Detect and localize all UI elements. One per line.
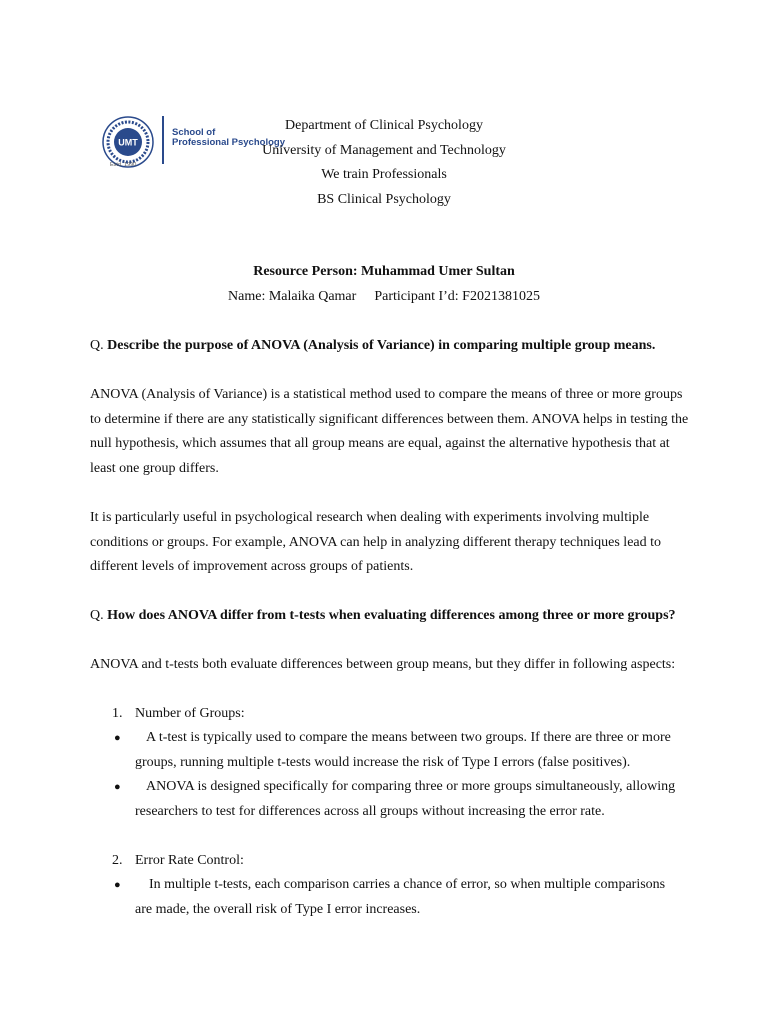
list-item-1-title: Number of Groups: xyxy=(135,706,245,721)
bullet-icon: ● xyxy=(114,732,121,744)
participant-id: Participant I’d: F2021381025 xyxy=(374,288,540,304)
motto-line: We train Professionals xyxy=(321,167,447,182)
answer-1-paragraph-1: ANOVA (Analysis of Variance) is a statistical method used to compare the means of three or more groups to determine if there are any statistically significant differences between them. ANOVA helps in testing the null hypothesis, which assumes that all group means are equal, against the alternative hypothesis that at least one group differs. xyxy=(90,387,689,476)
logo-line-2: Professional Psychology xyxy=(172,137,285,148)
document-header xyxy=(0,114,768,212)
bullet-icon: ● xyxy=(114,879,121,891)
question-1-text: Describe the purpose of ANOVA (Analysis of Variance) in comparing multiple group means. xyxy=(107,338,656,353)
question-2-text: How does ANOVA differ from t-tests when evaluating differences among three or more groups? xyxy=(107,608,676,623)
question-1-prefix: Q. xyxy=(90,338,104,353)
logo-line-1: School of xyxy=(172,127,216,138)
list-item-2-bullet-1: In multiple t-tests, each comparison carries a chance of error, so when multiple comparisons are made, the overall risk of Type I error increases. xyxy=(135,877,666,917)
list-item-1-bullet-2: ANOVA is designed specifically for comparing three or more groups simultaneously, allowing researchers to test for differences across all groups without increasing the error rate. xyxy=(135,779,676,819)
participant-line xyxy=(0,285,768,310)
answer-2-intro: ANOVA and t-tests both evaluate differences between group means, but they differ in following aspects: xyxy=(90,657,676,672)
list-item-2-title: Error Rate Control: xyxy=(135,853,244,868)
seal-text: UMT xyxy=(118,137,138,148)
answer-1-paragraph-2: It is particularly useful in psychological research when dealing with experiments involving multiple conditions or groups. For example, ANOVA can help in analyzing different therapy techniques lead to different levels of improvement across groups of patients. xyxy=(90,510,662,574)
program-line: BS Clinical Psychology xyxy=(317,191,451,207)
university-line: University of Management and Technology xyxy=(262,142,506,158)
participant-name: Name: Malaika Qamar xyxy=(228,288,357,304)
list-item-1-bullet-1: A t-test is typically used to compare the means between two groups. If there are three or more groups, running multiple t-tests would increase the risk of Type I errors (false positives). xyxy=(135,730,671,770)
bullet-icon: ● xyxy=(114,781,121,793)
question-2 xyxy=(90,604,700,629)
question-2-prefix: Q. xyxy=(90,608,104,623)
logo-established: Estd. 1990 xyxy=(110,162,137,168)
department-line: Department of Clinical Psychology xyxy=(285,118,483,133)
question-1 xyxy=(90,334,690,359)
participant-info xyxy=(0,260,768,309)
list-item-1-number: 1. xyxy=(112,706,123,721)
list-item-2-number: 2. xyxy=(112,853,123,868)
resource-person: Resource Person: Muhammad Umer Sultan xyxy=(253,264,515,279)
